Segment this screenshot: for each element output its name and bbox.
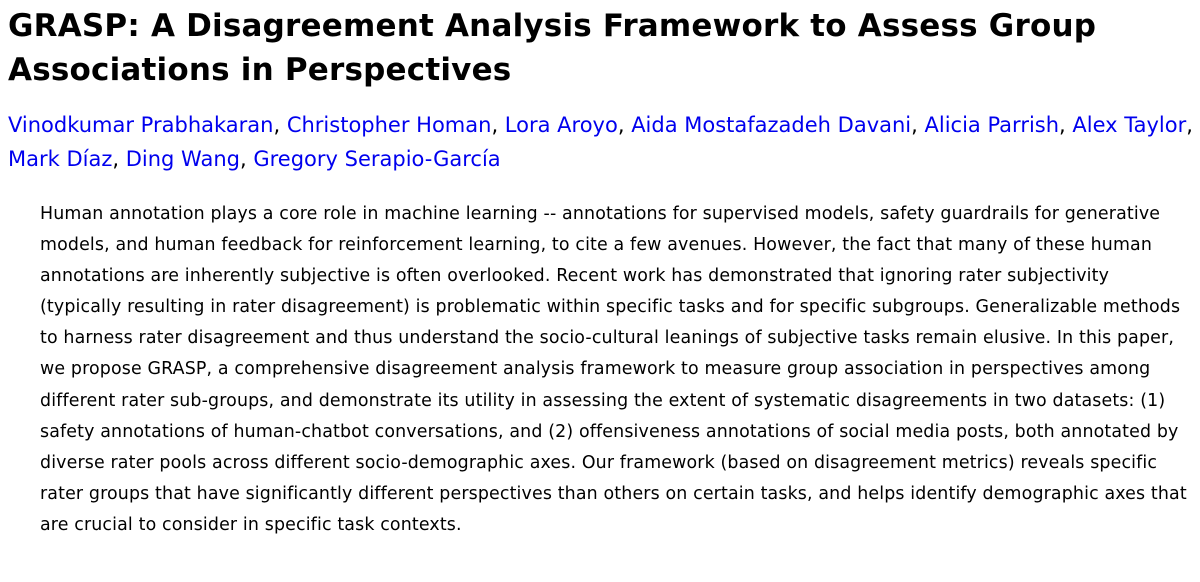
author-separator: ,	[1186, 113, 1193, 137]
abstract-text: Human annotation plays a core role in machine learning -- annotations for supervised models, safety guardrails for generative models, and human feedback for reinforcement learning, to cite a few avenues. However, the fact that many of these human annotations are inherently subjective is often overlooked. Recent work has demonstrated that ignoring rater subjectivity (typically resulting in rater disagreement) is problematic within specific tasks and for specific subgroups. Generalizable methods to harness rater disagreement and thus understand the socio-cultural leanings of subjective tasks remain elusive. In this paper, we propose GRASP, a comprehensive disagreement analysis framework to measure group association in perspectives among different rater sub-groups, and demonstrate its utility in assessing the extent of systematic disagreements in two datasets: (1) safety annotations of human-chatbot conversations, and (2) offensiveness annotations of social media posts, both annotated by diverse rater pools across different socio-demographic axes. Our framework (based on disagreement metrics) reveals specific rater groups that have significantly different perspectives than others on certain tasks, and helps identify demographic axes that are crucial to consider in specific task contexts.	[40, 204, 1187, 535]
author-separator: ,	[112, 147, 126, 171]
author-list	[8, 108, 1193, 176]
author-link[interactable]: Gregory Serapio-García	[253, 147, 501, 171]
author-link[interactable]: Mark Díaz	[8, 147, 113, 171]
author-link[interactable]: Aida Mostafazadeh Davani	[631, 113, 912, 137]
paper-title: GRASP: A Disagreement Analysis Framework to Assess Group Associations in Perspectives	[8, 8, 1097, 88]
author-separator: ,	[491, 113, 505, 137]
author-link[interactable]: Alex Taylor	[1072, 113, 1187, 137]
author-link[interactable]: Vinodkumar Prabhakaran	[8, 113, 274, 137]
author-separator: ,	[1059, 113, 1073, 137]
author-separator: ,	[617, 113, 632, 137]
author-link[interactable]: Alicia Parrish	[924, 113, 1060, 137]
author-link[interactable]: Ding Wang	[125, 147, 240, 171]
author-separator: ,	[911, 113, 925, 137]
author-separator: ,	[273, 113, 287, 137]
abstract	[40, 199, 1190, 541]
author-separator: ,	[239, 147, 254, 171]
author-link[interactable]: Christopher Homan	[286, 113, 492, 137]
author-link[interactable]: Lora Aroyo	[504, 113, 618, 137]
